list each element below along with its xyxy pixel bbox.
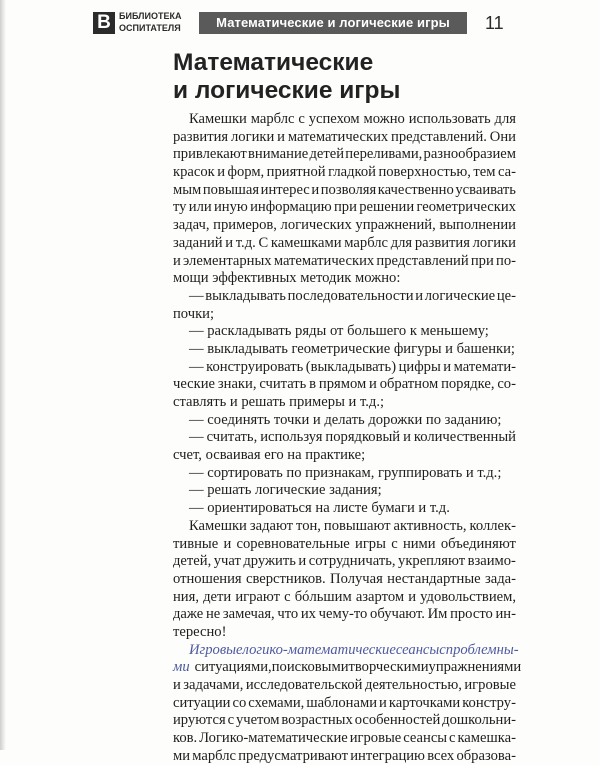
text-line (173, 447, 516, 465)
text-line (173, 606, 516, 624)
word: и (415, 287, 424, 304)
text-line (173, 482, 516, 500)
word: задач, (173, 217, 210, 234)
word: учетом (235, 712, 280, 729)
text-line (173, 589, 516, 607)
text-line (173, 695, 516, 713)
word: детей (309, 146, 345, 163)
word: сеансы (395, 641, 440, 658)
word: задают (249, 517, 294, 534)
word: марблс (250, 111, 295, 127)
word: при (334, 199, 357, 216)
word: взаимо- (467, 553, 516, 570)
text-segment: — выкладывать геометрические фигуры и башенки; (189, 340, 515, 357)
word: удовольствием, (420, 588, 516, 605)
word: т.д. (235, 234, 256, 251)
word: и (173, 677, 181, 693)
series-name-line1: БИБЛИОТЕКА (119, 11, 182, 21)
word: решении (359, 199, 415, 216)
text-segment: почки; (173, 305, 215, 322)
word: представлений (376, 252, 469, 269)
word: приятной (266, 164, 326, 181)
word: даже (173, 606, 204, 623)
word: мым (173, 181, 202, 198)
word: особенностей (354, 712, 441, 729)
text-line (173, 129, 516, 147)
word: цифры (398, 358, 441, 375)
word: дружить (243, 553, 296, 570)
word: тивные (173, 535, 219, 552)
word: Камешки (189, 111, 247, 127)
text-line (173, 235, 516, 253)
word: с (439, 641, 446, 658)
word: Логико-математические (199, 730, 348, 747)
word: примеров, (213, 217, 277, 234)
text-line (173, 624, 516, 642)
word: исследовательской (245, 677, 363, 693)
word: активность, (393, 517, 467, 534)
word: качественно (377, 181, 454, 198)
highlighted-text: ми (173, 659, 190, 676)
word: математических (273, 252, 375, 269)
word: — (189, 358, 204, 375)
word: по- (496, 252, 516, 269)
word: логические (424, 287, 496, 304)
word: знаки, (217, 376, 257, 393)
body-text (173, 111, 522, 765)
word: просто (450, 606, 493, 623)
series-name (119, 11, 199, 34)
text-line (173, 730, 516, 748)
word: предусматривают (238, 747, 348, 764)
word: камешка- (457, 730, 516, 747)
running-header: Математические и логические игры (199, 12, 467, 34)
word: и (173, 252, 181, 269)
word: выкладывать (205, 287, 286, 304)
word: прямом (318, 376, 367, 393)
word: ними (402, 535, 436, 552)
word: информацию (250, 199, 332, 216)
word: со- (497, 376, 516, 393)
page-edge-shadow (0, 0, 6, 750)
word: конструировать (206, 358, 304, 375)
series-logo-icon: В (93, 12, 115, 34)
word: в (309, 376, 317, 393)
word: ческие (173, 376, 216, 393)
word: задачами, (183, 677, 244, 693)
text-line (173, 341, 516, 359)
word: поисковыми (271, 659, 349, 676)
word: и (379, 694, 387, 711)
text-line (173, 536, 516, 554)
word: ируются (173, 712, 226, 729)
word: и (217, 164, 226, 181)
page-title-line2: и логические игры (173, 77, 401, 104)
word: количественный (413, 429, 516, 446)
word: — (189, 287, 204, 304)
word: ту (173, 199, 187, 216)
word: и (443, 358, 452, 375)
word: и (311, 181, 320, 198)
text-line (173, 571, 516, 589)
word: ния, (173, 588, 199, 605)
text-line (173, 465, 516, 483)
word: зада- (484, 570, 516, 587)
word: игровые (349, 730, 402, 747)
word: азартом (355, 588, 405, 605)
word: деятельностью, (364, 677, 462, 693)
text-line (173, 111, 516, 129)
word: для (390, 234, 413, 251)
word: интерес (260, 181, 310, 198)
word: использовать (408, 111, 491, 127)
word: всех (427, 747, 455, 764)
word: марблс (192, 747, 236, 764)
word: нестандартные (387, 570, 481, 587)
text-segment: тересно! (173, 623, 227, 640)
word: и (403, 429, 411, 446)
word: последовательности (287, 287, 414, 304)
word: детей, (173, 553, 212, 570)
word: са- (497, 164, 516, 181)
word: дети (203, 588, 232, 605)
word: повышают (323, 517, 391, 534)
text-segment: — раскладывать ряды от большего к меньшему; (189, 323, 489, 340)
text-segment: — решать логические задания; (189, 482, 382, 499)
text-line (173, 659, 522, 677)
word: иную (213, 199, 248, 216)
word: с (391, 535, 398, 552)
word: констру- (462, 694, 516, 711)
page-number: 11 (485, 13, 504, 33)
word: замечая, (222, 606, 275, 623)
word: используя (260, 429, 323, 446)
word: внимание (248, 146, 309, 163)
word: шаблонами (306, 694, 378, 711)
word: игровые (464, 677, 516, 693)
word: проблемны- (445, 641, 519, 658)
word: творческими (348, 659, 429, 676)
text-line (173, 677, 516, 695)
word: сотрудничать, (308, 553, 396, 570)
text-line (173, 199, 516, 217)
word: разнообразием (423, 146, 516, 163)
word: усваивать (455, 181, 516, 198)
word: чему-то (318, 606, 368, 623)
word: обратном (379, 376, 439, 393)
word: и (408, 588, 417, 605)
text-segment: — ориентироваться на листе бумаги и т.д. (189, 500, 450, 517)
text-line (173, 359, 516, 377)
word: объединяют (440, 535, 516, 552)
text-line (173, 518, 516, 536)
word: при (470, 252, 494, 269)
word: считать, (206, 429, 258, 446)
word: что (277, 606, 299, 623)
text-line (173, 270, 516, 288)
word: развития (173, 128, 229, 145)
word: красок (173, 164, 215, 181)
word: учат (213, 553, 241, 570)
page-title (173, 49, 523, 105)
word: позволяя (320, 181, 377, 198)
word: тон, (296, 517, 321, 534)
word: карточками (388, 694, 461, 711)
word: выполнении (439, 217, 516, 234)
word: форм, (227, 164, 265, 181)
word: с (227, 712, 235, 729)
word: со (232, 694, 247, 711)
word: Они (489, 128, 516, 145)
word: ми (173, 747, 191, 764)
word: це- (496, 287, 516, 304)
word: математи- (453, 358, 516, 375)
word: представлений. (391, 128, 487, 145)
word: логики (231, 128, 275, 145)
text-line (173, 306, 516, 324)
word: сверстников. (245, 570, 326, 587)
word: привлекают (173, 146, 247, 163)
text-segment: счет, осваивая его на практике; (173, 447, 366, 464)
word: логических (280, 217, 352, 234)
word: элементарных (183, 252, 272, 269)
text-line (173, 394, 516, 412)
word: или (188, 199, 212, 216)
word: упражнений, (355, 217, 436, 234)
word: интеграцию (350, 747, 425, 764)
word: Получая (330, 570, 383, 587)
word: схемами, (248, 694, 305, 711)
word: и (277, 128, 285, 145)
word: соревновательные (236, 535, 350, 552)
word: переливами, (345, 146, 423, 163)
word: Им (427, 606, 448, 623)
text-line (173, 146, 516, 164)
word: с (449, 730, 456, 747)
word: дошкольни- (442, 712, 516, 729)
word: марблс (344, 234, 389, 251)
word: и (298, 553, 307, 570)
text-line (173, 217, 516, 235)
word: (выкладывать) (305, 358, 397, 375)
word: с (298, 111, 305, 127)
text-segment: ставлять и решать примеры и т.д.; (173, 394, 385, 410)
text-line (173, 553, 516, 571)
word: и (225, 234, 234, 251)
word: и (369, 376, 377, 393)
text-line (173, 748, 516, 765)
word: отношения (173, 570, 242, 587)
word: ситуации (173, 694, 231, 711)
word: можно (363, 111, 405, 127)
word: ков. (173, 730, 198, 747)
text-line (173, 641, 519, 660)
word: геометрических (416, 199, 516, 216)
word: не (205, 606, 221, 623)
word: их (300, 606, 316, 623)
word: играют (235, 588, 280, 605)
word: успехом (308, 111, 360, 127)
word: математических (287, 128, 389, 145)
word: порядке, (441, 376, 495, 393)
word: бóльшим (294, 588, 352, 605)
series-name-line2: ОСПИТАТЕЛЯ (119, 22, 181, 33)
word: Камешки (189, 517, 247, 534)
word: ситуациями, (194, 659, 272, 676)
word: — (189, 429, 204, 446)
text-line (173, 164, 516, 182)
page-title-line1: Математические (173, 49, 374, 76)
word: ин- (495, 606, 516, 623)
word: игры (355, 535, 386, 552)
word: с (284, 588, 291, 605)
word: коллек- (469, 517, 516, 534)
text-line (173, 253, 516, 271)
text-line (173, 323, 516, 341)
text-segment (195, 659, 522, 677)
text-line (173, 376, 516, 394)
word: развития (414, 234, 470, 251)
word: заданий (173, 234, 223, 251)
text-segment: — соединять точки и делать дорожки по заданию; (189, 411, 502, 428)
text-line (173, 288, 516, 306)
text-line (173, 500, 516, 518)
word: тем (473, 164, 496, 181)
word: упражнениями (428, 659, 522, 676)
word: поверхностью, (378, 164, 471, 181)
text-segment: мощи эффективных методик можно: (173, 270, 401, 287)
text-line (173, 712, 516, 730)
word: повышая (202, 181, 260, 198)
word: и (223, 535, 232, 552)
word: порядковый (325, 429, 401, 446)
word: для (494, 111, 516, 127)
word: обучают. (370, 606, 425, 623)
word: Игровые (189, 641, 243, 658)
word: возрастных (281, 712, 353, 729)
word: считать (259, 376, 307, 393)
word: образова- (456, 747, 516, 764)
text-line (173, 182, 516, 200)
text-segment: — сортировать по признакам, группировать и т.д.; (189, 464, 502, 481)
word: камешками (270, 234, 342, 251)
text-line (173, 412, 516, 430)
word: логики (472, 234, 516, 251)
word: сеансы (403, 730, 448, 747)
word: С (258, 234, 269, 251)
word: логико-математические (242, 641, 396, 658)
word: гладкой (328, 164, 376, 181)
text-line (173, 429, 516, 447)
word: укрепляют (398, 553, 466, 570)
